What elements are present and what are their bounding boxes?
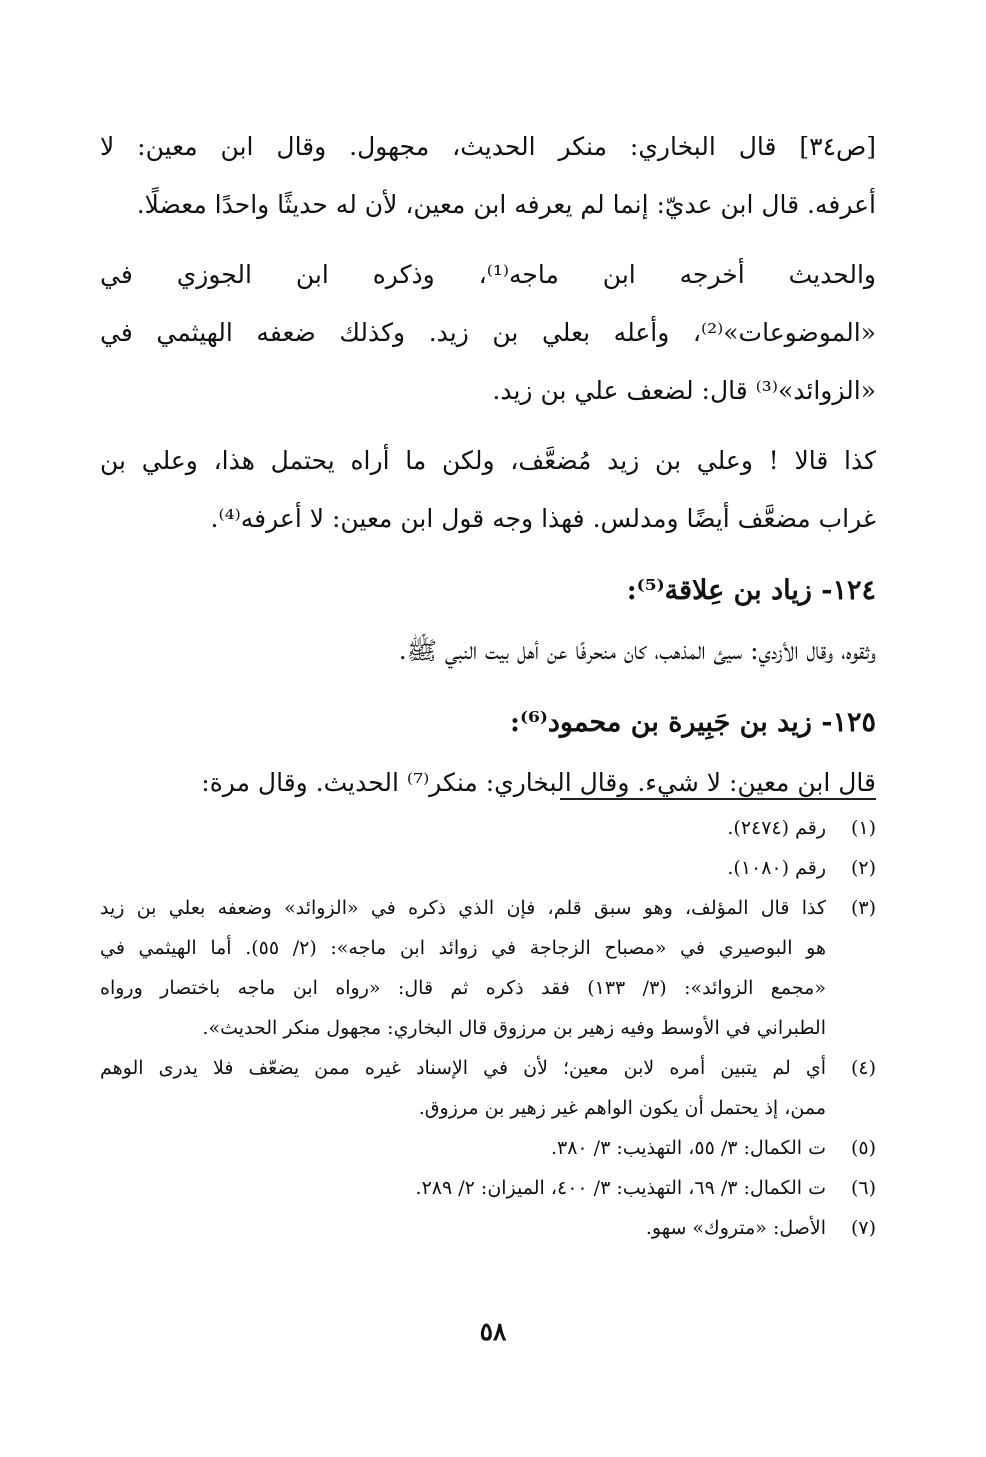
footnote (100, 1128, 876, 1168)
footnote (100, 1208, 876, 1248)
footnote-line: رقم (١٠٨٠). (727, 857, 826, 879)
footnote-line: الطبراني في الأوسط وفيه زهير بن مرزوق قال البخاري: مجهول منكر الحديث». (202, 1017, 826, 1039)
main-text (100, 118, 876, 812)
footnote-line: هو البوصيري في «مصباح الزجاجة في زوائد ابن ماجه»: (٢/ ٥٥). أما الهيثمي في (100, 937, 826, 959)
footnote-number: (٢) (850, 857, 876, 879)
footnote (100, 848, 876, 888)
page-number: ٥٨ (479, 1317, 507, 1346)
body-line: قال ابن معين: لا شيء. وقال البخاري: منكر⁽⁷⁾ الحديث. وقال مرة: (201, 768, 876, 797)
body-line: [ص٣٤] قال البخاري: منكر الحديث، مجهول. وقال ابن معين: لا (100, 132, 876, 161)
footnote-number: (٥) (850, 1137, 876, 1159)
footnote-separator (560, 798, 876, 800)
body-line: أعرفه. قال ابن عديّ: إنما لم يعرفه ابن معين، لأن له حديثًا واحدًا معضلًا. (136, 190, 876, 219)
body-line: كذا قالا ! وعلي بن زيد مُضعَّف، ولكن ما أراه يحتمل هذا، وعلي بن (100, 446, 876, 475)
footnote-line: الأصل: «متروك» سهو. (645, 1217, 826, 1239)
footnote-line: ت الكمال: ٣/ ٦٩، التهذيب: ٣/ ٤٠٠، الميزان: ٢/ ٢٨٩. (415, 1177, 826, 1199)
footnote-line: رقم (٢٤٧٤). (727, 817, 826, 839)
footnote-line: أي لم يتبين أمره لابن معين؛ لأن في الإسناد غيره ممن يضعّف فلا يدرى الوهم (100, 1057, 826, 1079)
body-line: «الموضوعات»⁽²⁾، وأعله بعلي بن زيد. وكذلك ضعفه الهيثمي في (100, 318, 876, 347)
footnote-number: (٣) (850, 897, 876, 919)
footnote-line: كذا قال المؤلف، وهو سبق قلم، فإن الذي ذكره في «الزوائد» وضعفه بعلي بن زيد (100, 897, 826, 919)
footnote-number: (٤) (850, 1057, 876, 1079)
body-line: غراب مضعَّف أيضًا ومدلس. فهذا وجه قول ابن معين: لا أعرفه⁽⁴⁾. (210, 504, 876, 533)
body-line: والحديث أخرجه ابن ماجه⁽¹⁾، وذكره ابن الجوزي في (100, 260, 876, 289)
footnote-number: (١) (850, 817, 876, 839)
footnote-number: (٦) (850, 1177, 876, 1199)
body-line: «الزوائد»⁽³⁾ قال: لضعف علي بن زيد. (492, 376, 876, 405)
footnote-line: ممن، إذ يحتمل أن يكون الواهم غير زهير بن مرزوق. (418, 1097, 826, 1119)
footnote (100, 808, 876, 848)
entry-heading-125: ١٢٥- زيد بن جَبِيرة بن محمود⁽⁶⁾: (510, 707, 876, 738)
footnotes (100, 808, 876, 1248)
footnote (100, 1168, 876, 1208)
footnote (100, 1048, 876, 1128)
entry-heading-124: ١٢٤- زياد بن عِلاقة⁽⁵⁾: (626, 575, 876, 606)
footnote-number: (٧) (850, 1217, 876, 1239)
footnote-line: ت الكمال: ٣/ ٥٥، التهذيب: ٣/ ٣٨٠. (550, 1137, 826, 1159)
footnote-line: «مجمع الزوائد»: (٣/ ١٣٣) فقد ذكره ثم قال: «رواه ابن ماجه باختصار ورواه (100, 977, 826, 999)
body-line: وثقوه، وقال الأزدي: سيئ المذهب، كان منحرفًا عن أهل بيت النبي ﷺ. (398, 636, 876, 665)
footnote (100, 888, 876, 1048)
